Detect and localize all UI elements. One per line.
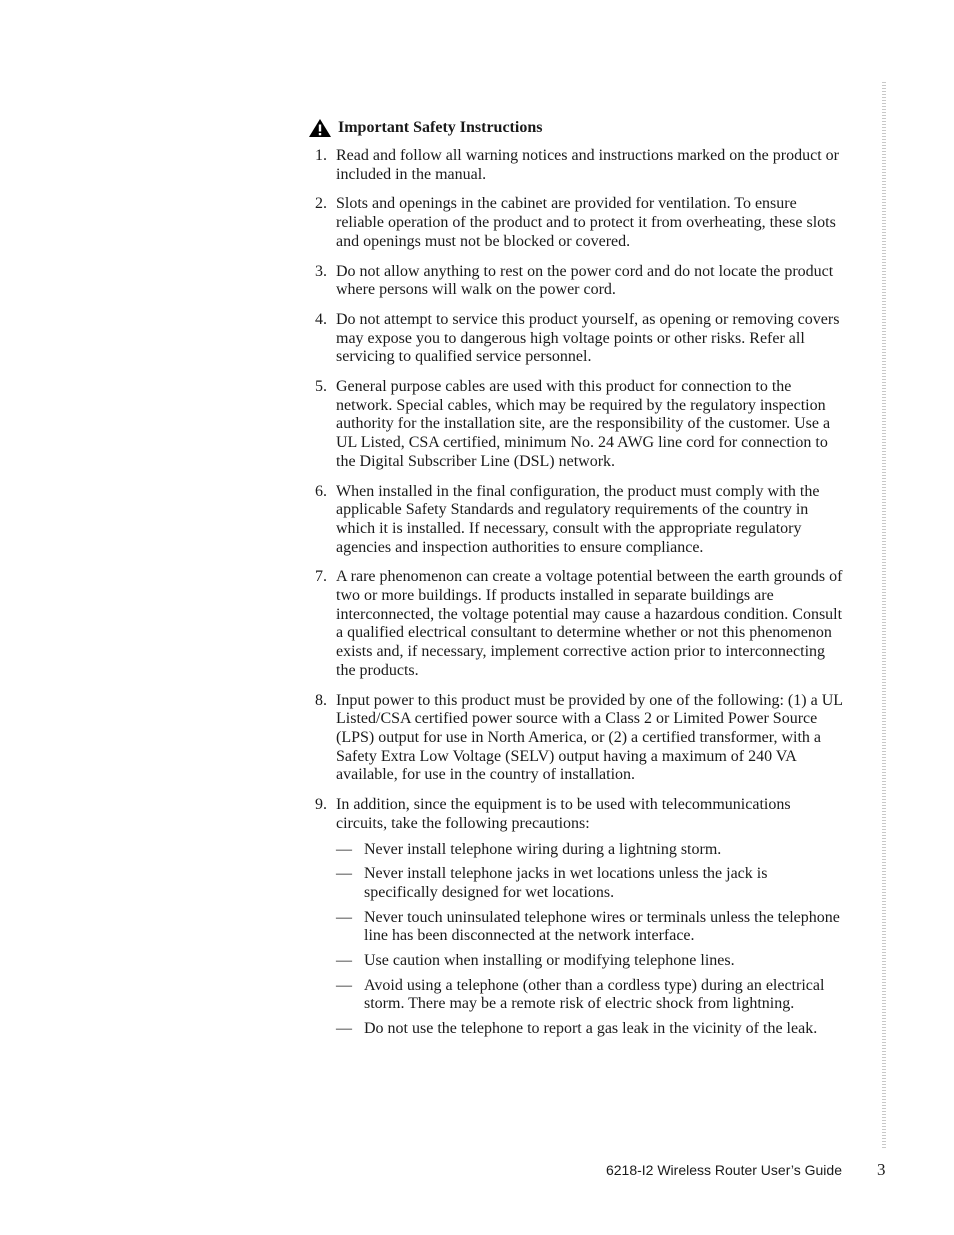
item-number: 4.	[315, 310, 327, 328]
instruction-item	[308, 692, 843, 786]
precaution-item	[336, 952, 843, 971]
instruction-list	[308, 147, 843, 1039]
page-number: 3	[877, 1160, 886, 1179]
item-text: A rare phenomenon can create a voltage potential between the earth grounds of two or more buildings. If products installed in separate buildings are interconnected, the voltage potential may cause a hazardous condition. Consult a qualified electrical consultant to determine whether or not this phenomenon exists and, if necessary, implement corrective action prior to interconnecting the products.	[336, 568, 843, 679]
instruction-item	[308, 195, 843, 251]
precaution-text: Never touch uninsulated telephone wires or terminals unless the telephone line has been disconnected at the network interface.	[364, 908, 840, 945]
safety-instructions-section	[308, 117, 843, 1050]
warning-triangle-icon	[308, 118, 332, 138]
precaution-text: Use caution when installing or modifying telephone lines.	[364, 952, 735, 970]
item-text: Do not allow anything to rest on the power cord and do not locate the product where persons will walk on the power cord.	[336, 262, 834, 299]
item-number: 5.	[315, 378, 327, 396]
dash-bullet: —	[336, 976, 352, 994]
item-number: 7.	[315, 568, 327, 586]
item-text: Read and follow all warning notices and instructions marked on the product or included in the manual.	[336, 147, 839, 183]
instruction-item	[308, 147, 843, 184]
item-number: 1.	[315, 147, 327, 164]
precaution-text: Avoid using a telephone (other than a cordless type) during an electrical storm. There may be a remote risk of electric shock from lightning.	[364, 976, 825, 1013]
item-text: In addition, since the equipment is to be used with telecommunications circuits, take the following precautions:	[336, 796, 791, 832]
section-title: Important Safety Instructions	[338, 119, 543, 136]
item-number: 9.	[315, 796, 327, 814]
item-text: Slots and openings in the cabinet are provided for ventilation. To ensure reliable operation of the product and to protect it from overheating, these slots and openings must not be blocked or covered.	[336, 195, 836, 250]
item-number: 6.	[315, 482, 327, 500]
precaution-item	[336, 977, 843, 1014]
page-footer	[0, 1160, 954, 1182]
item-text: Input power to this product must be provided by one of the following: (1) a UL Listed/CSA certified power source with a Class 2 or Limited Power Source (LPS) output for use in North America, or (2) a certified transformer, with a Safety Extra Low Voltage (SELV) output having a maximum of 240 VA available, for use in the country of installation.	[336, 691, 843, 784]
item-text: Do not attempt to service this product yourself, as opening or removing covers may expose you to dangerous high voltage points or other risks. Refer all servicing to qualified service personnel.	[336, 310, 840, 366]
precaution-text: Never install telephone jacks in wet locations unless the jack is specifically designed for wet locations.	[364, 865, 768, 901]
precaution-item	[336, 909, 843, 946]
precaution-text: Never install telephone wiring during a lightning storm.	[364, 840, 722, 858]
item-number: 2.	[315, 195, 327, 213]
item-text: General purpose cables are used with this product for connection to the network. Special cables, which may be required by the regulatory inspection authority for the installation site, are the responsibility of the customer. Use a UL Listed, CSA certified, minimum No. 24 AWG line cord for connection to the Digital Subscriber Line (DSL) network.	[336, 378, 831, 470]
dash-bullet: —	[336, 952, 352, 970]
instruction-item	[308, 483, 843, 558]
item-text: When installed in the final configuration, the product must comply with the applicable Safety Standards and regulatory requirements of the country in which it is installed. If necessary, consult with the appropriate regulatory agencies and inspection authorities to ensure compliance.	[336, 482, 820, 556]
instruction-item	[308, 311, 843, 367]
dash-bullet: —	[336, 908, 352, 926]
instruction-item	[308, 263, 843, 300]
section-heading	[308, 117, 843, 139]
precaution-list	[336, 841, 843, 1039]
page-edge-dotted-rule	[882, 82, 886, 1148]
instruction-item	[308, 568, 843, 680]
item-number: 8.	[315, 691, 327, 709]
dash-bullet: —	[336, 1020, 352, 1038]
precaution-item	[336, 865, 843, 902]
precaution-item	[336, 841, 843, 860]
instruction-item	[308, 378, 843, 472]
item-number: 3.	[315, 262, 327, 280]
precaution-item	[336, 1020, 843, 1039]
guide-title: 6218-I2 Wireless Router User’s Guide	[605, 1162, 842, 1178]
dash-bullet: —	[336, 840, 352, 858]
instruction-item	[308, 796, 843, 1039]
dash-bullet: —	[336, 865, 352, 883]
precaution-text: Do not use the telephone to report a gas leak in the vicinity of the leak.	[364, 1020, 818, 1038]
